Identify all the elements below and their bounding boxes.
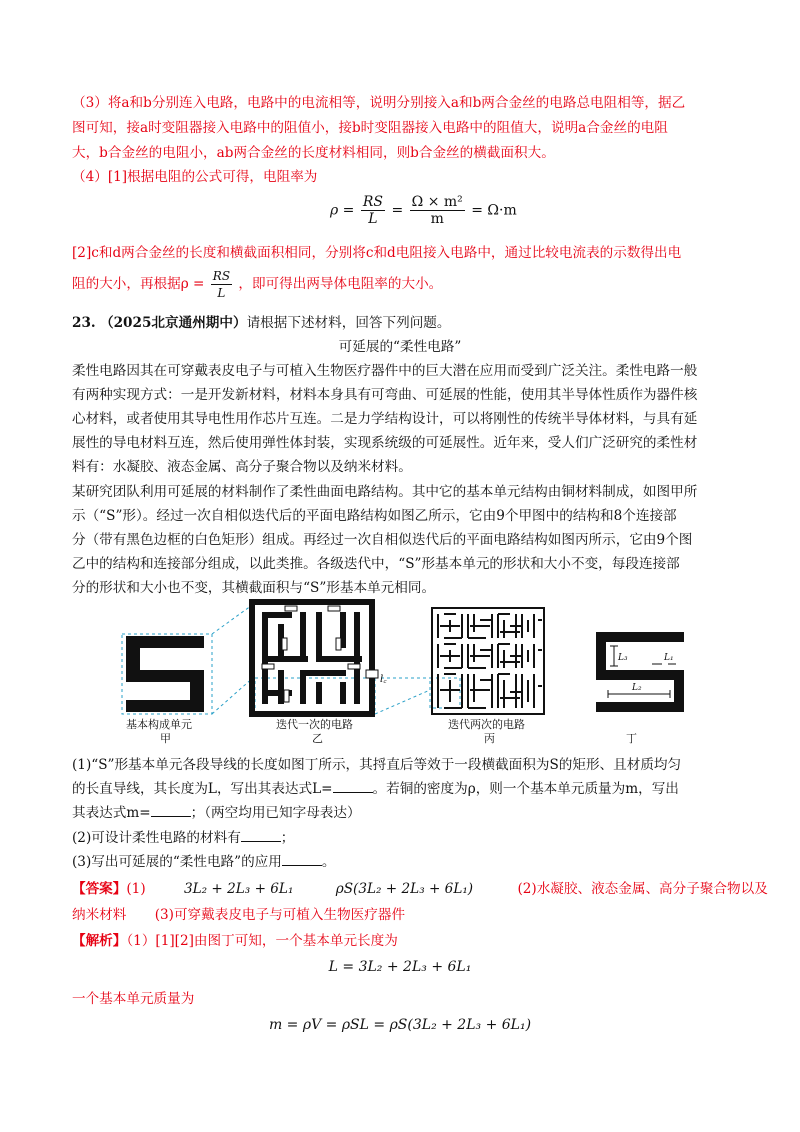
analysis-line-1: 【解析】（1）[1][2]由图丁可知，一个基本单元长度为 bbox=[72, 933, 398, 949]
answer-3-line-1: （3）将a和b分别连入电路，电路中的电流相等，说明分别接入a和b两合金丝的电路总电阻相等，据乙 bbox=[72, 95, 686, 111]
label-l1: L₁ bbox=[664, 653, 674, 663]
paragraph-1-line: 料有：水凝胶、液态金属、高分子聚合物以及纳米材料。 bbox=[72, 459, 412, 475]
paragraph-2-line: 示（“S”形）。经过一次自相似迭代后的平面电路结构如图乙所示，它由9个甲图中的结构和8个连接部 bbox=[72, 508, 677, 524]
paragraph-2-line: 某研究团队利用可延展的材料制作了柔性曲面电路结构。其中它的基本单元结构由铜材料制成，如图甲所 bbox=[72, 484, 698, 500]
answer-blank-m[interactable] bbox=[151, 804, 191, 817]
figure-flexible-circuit bbox=[0, 598, 800, 748]
answer-3-line-2: 图可知，接a时变阻器接入电路中的阻值小，接b时变阻器接入电路中的阻值大，说明a合金丝的电阻 bbox=[72, 120, 668, 136]
figure-bing-iterated-twice bbox=[432, 608, 544, 714]
paragraph-2-line: 乙中的结构和连接部分组成，以此类推。各级迭代中，“S”形基本单元的形状和大小不变，每段连接部 bbox=[72, 556, 680, 572]
sub-question-1-line-1: (1)“S”形基本单元各段导线的长度如图丁所示，其捋直后等效于一段横截面积为S的矩形、且材质均匀 bbox=[72, 757, 682, 773]
paragraph-2-line: 分（带有黑色边框的白色矩形）组成。再经过一次自相似迭代后的平面电路结构如图丙所示，它由9个图 bbox=[72, 532, 693, 548]
answer-4-line-2: [2]c和d两合金丝的长度和横截面积相同，分别将c和d电阻接入电路中，通过比较电流表的示数得出电 bbox=[72, 245, 682, 261]
label-ding: 丁 bbox=[626, 732, 637, 745]
label-l2: L₂ bbox=[632, 683, 642, 693]
paragraph-1-line: 心材料，或者使用其导电性用作芯片互连。二是力学结构设计，可以将刚性的传统半导体材料，与具有延 bbox=[72, 411, 698, 427]
answer-blank-L[interactable] bbox=[333, 780, 373, 793]
caption-bing: 迭代两次的电路 bbox=[448, 718, 525, 731]
label-l3: L₃ bbox=[618, 653, 628, 663]
label-bing: 丙 bbox=[484, 732, 495, 745]
figure-yi-iterated-once bbox=[252, 602, 378, 714]
sub-question-1-line-3: 其表达式m= ；（两空均用已知字母表达） bbox=[72, 805, 361, 821]
analysis-line-2: 一个基本单元质量为 bbox=[72, 991, 195, 1007]
question-23-header: 23. （2025北京通州期中）请根据下述材料，回答下列问题。 bbox=[72, 315, 451, 331]
resistivity-equation: ρ = $\frac{RS}{L}$ = $\frac{\text{Ω × m²}}{m}$ = Ω·m bbox=[330, 194, 517, 227]
label-yi: 乙 bbox=[312, 732, 323, 745]
paragraph-2-line: 分的形状和大小也不变，其横截面积与“S”形基本单元相同。 bbox=[72, 580, 436, 596]
sub-question-1-line-2: 的长直导线，其长度为L，写出其表达式L= 。若铜的密度为ρ，则一个基本单元质量为m，写出 bbox=[72, 781, 679, 797]
analysis-equation-mass: m = ρV = ρSL = ρS(3L₂ + 2L₃ + 6L₁) bbox=[268, 1017, 532, 1033]
answer-4-line-1: （4）[1]根据电阻的公式可得，电阻率为 bbox=[72, 169, 318, 185]
label-lc: l꜀ bbox=[380, 674, 387, 685]
answer-blank-materials[interactable] bbox=[241, 829, 281, 842]
answer-4-line-3: 阻的大小，再根据ρ = $\frac{RS}{L}$ ，即可得出两导体电阻率的大小。 bbox=[72, 269, 443, 300]
answer-line-1: 【答案】(1) 3L₂ + 2L₃ + 6L₁ ρS(3L₂ + 2L₃ + 6L₁) (2)水凝胶、液态金属、高分子聚合物以及 bbox=[72, 881, 768, 897]
answer-length-expression: 3L₂ + 2L₃ + 6L₁ bbox=[183, 881, 294, 897]
figure-jia-s-unit bbox=[126, 636, 204, 712]
sub-question-2: (2)可设计柔性电路的材料有 ； bbox=[72, 830, 295, 846]
paragraph-1-line: 柔性电路因其在可穿戴表皮电子与可植入生物医疗器件中的巨大潜在应用而受到广泛关注。柔性电路一般 bbox=[72, 363, 698, 379]
answer-line-2: 纳米材料 (3)可穿戴表皮电子与可植入生物医疗器件 bbox=[72, 907, 406, 923]
answer-3-line-3: 大，b合金丝的电阻小，ab两合金丝的长度材料相同，则b合金丝的横截面积大。 bbox=[72, 145, 555, 161]
sub-question-3: (3)写出可延展的“柔性电路”的应用 。 bbox=[72, 854, 336, 870]
analysis-equation-length: L = 3L₂ + 2L₃ + 6L₁ bbox=[328, 959, 472, 975]
figure-ding-s-dimensions bbox=[596, 632, 684, 712]
label-jia: 甲 bbox=[160, 732, 171, 745]
paragraph-1-line: 展性的导电材料互连，然后使用弹性体封装，实现系统级的可延展性。近年来，受人们广泛研究的柔性材 bbox=[72, 435, 698, 451]
answer-blank-application[interactable] bbox=[282, 853, 322, 866]
answer-mass-expression: ρS(3L₂ + 2L₃ + 6L₁) bbox=[335, 881, 474, 897]
caption-jia: 基本构成单元 bbox=[126, 718, 192, 731]
caption-yi: 迭代一次的电路 bbox=[276, 718, 353, 731]
material-title: 可延展的“柔性电路” bbox=[338, 339, 462, 355]
paragraph-1-line: 有两种实现方式：一是开发新材料，材料本身具有可弯曲、可延展的性能，使用其半导体性质作为器件核 bbox=[72, 387, 698, 403]
